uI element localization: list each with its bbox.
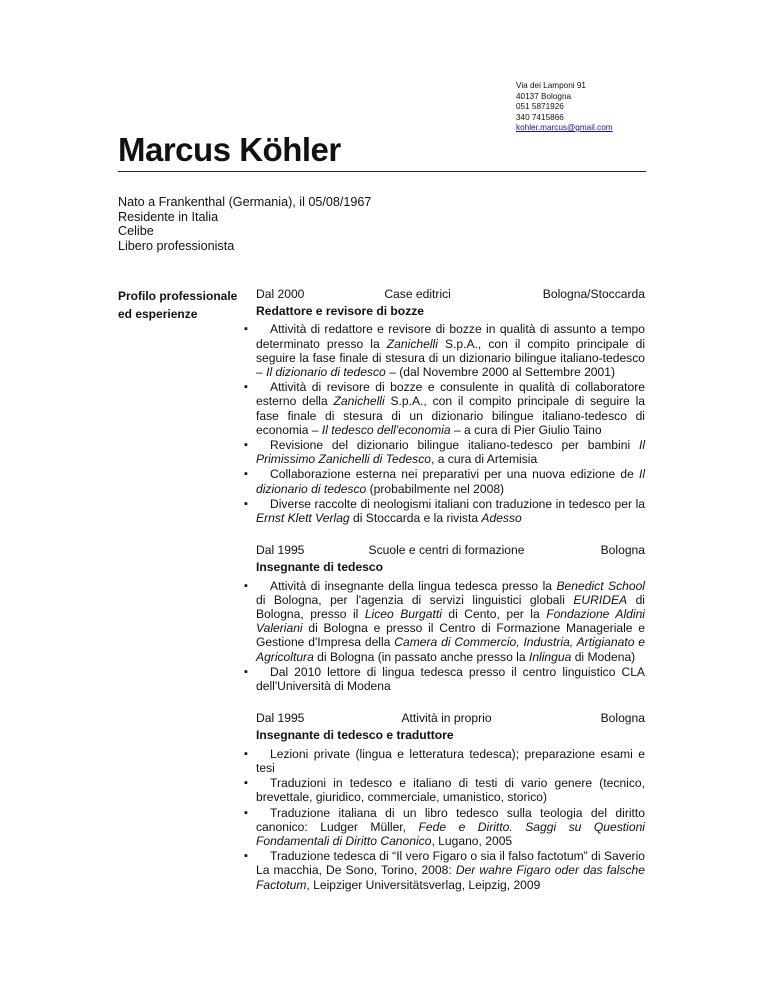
list-item: ▪ Dal 2010 lettore di lingua tedesca presso il centro linguistico CLA dell'Università di Modena <box>256 665 645 693</box>
personal-residence: Residente in Italia <box>118 209 219 224</box>
job-period: Dal 2000 <box>256 287 305 301</box>
job-activities <box>256 579 645 694</box>
job-entry <box>256 711 645 891</box>
section-label: Profilo professionale ed esperienze <box>118 289 238 321</box>
page-title: Marcus Köhler <box>118 131 341 168</box>
contact-block <box>516 81 613 134</box>
list-item: ▪ Attività di redattore e revisore di bozze in qualità di assunto a tempo determinato presso la Zanichelli S.p.A., con il compito principale di seguire la fase finale di stesura di un dizionario bilingue italiano-tedesco – Il dizionario di tedesco – (dal Novembre 2000 al Settembre 2001) <box>256 322 645 379</box>
job-role: Insegnante di tedesco e traduttore <box>256 728 454 743</box>
experience-list <box>256 287 645 910</box>
list-item: ▪ Collaborazione esterna nei preparativi per una nuova edizione de Il dizionario di tedesco (probabilmente nel 2008) <box>256 467 645 495</box>
contact-phone-mobile: 340 7415866 <box>516 112 564 122</box>
contact-phone-landline: 051 5871926 <box>516 102 564 111</box>
personal-birth: Nato a Frankenthal (Germania), il 05/08/1967 <box>118 195 372 209</box>
job-place: Bologna/Stoccarda <box>542 287 645 301</box>
contact-street: Via dei Lamponi 91 <box>516 81 586 90</box>
list-item: ▪ Traduzione italiana di un libro tedesco sulla teologia del diritto canonico: Ludger Müller, Fede e Diritto. Saggi su Questioni Fondamentali di Diritto Canonico, Lugano, 2005 <box>256 806 645 849</box>
job-role: Redattore e revisore di bozze <box>256 304 425 319</box>
job-activities <box>256 322 645 525</box>
personal-status: Celibe <box>118 224 154 238</box>
list-item: ▪ Diverse raccolte di neologismi italiani con traduzione in tedesco per la Ernst Klett Verlag di Stoccarda e la rivista Adesso <box>256 497 645 525</box>
list-item: ▪ Traduzione tedesca di “Il vero Figaro o sia il falso factotum” di Saverio La macchia, De Sono, Torino, 2008: Der wahre Figaro oder das falsche Factotum, Leipziger Universitätsverlag, Leipzig, 2009 <box>256 849 645 892</box>
job-period: Dal 1995 <box>256 711 305 726</box>
contact-city: 40137 Bologna <box>516 91 572 101</box>
personal-occupation: Libero professionista <box>118 238 235 253</box>
job-period: Dal 1995 <box>256 543 305 558</box>
personal-info <box>118 195 371 253</box>
list-item: ▪ Attività di revisore di bozze e consulente in qualità di collaboratore esterno della Zanichelli S.p.A., con il compito principale di seguire la fase finale di stesura di un dizionario bilingue italiano-tedesco di economia – Il tedesco dell'economia – a cura di Pier Giulio Taino <box>256 380 645 437</box>
contact-email-link[interactable]: kohler.marcus@gmail.com <box>516 123 613 132</box>
job-sector: Scuole e centri di formazione <box>368 543 525 558</box>
list-item: ▪ Attività di insegnante della lingua tedesca presso la Benedict School di Bologna, per l'agenzia di servizi linguistici globali EURIDEA di Bologna, presso il Liceo Burgatti di Cento, per la Fondazione Aldini Valeriani di Bologna e presso il Centro di Formazione Manageriale e Gestione d'Impresa della Camera di Commercio, Industria, Artigianato e Agricoltura di Bologna (in passato anche presso la Inlingua di Modena) <box>256 579 645 664</box>
list-item: ▪ Traduzioni in tedesco e italiano di testi di vario genere (tecnico, brevettale, giuridico, commerciale, umanistico, storico) <box>256 776 645 804</box>
job-entry <box>256 287 645 525</box>
job-role: Insegnante di tedesco <box>256 560 384 575</box>
job-sector: Case editrici <box>384 287 451 301</box>
title-divider <box>118 171 646 172</box>
job-place: Bologna <box>600 711 645 726</box>
list-item: ▪ Lezioni private (lingua e letteratura tedesca); preparazione esami e tesi <box>256 747 645 775</box>
job-entry <box>256 543 645 693</box>
job-activities <box>256 747 645 892</box>
job-place: Bologna <box>600 543 645 558</box>
list-item: ▪ Revisione del dizionario bilingue italiano-tedesco per bambini Il Primissimo Zanichelli di Tedesco, a cura di Artemisia <box>256 438 645 466</box>
job-sector: Attività in proprio <box>401 711 492 726</box>
